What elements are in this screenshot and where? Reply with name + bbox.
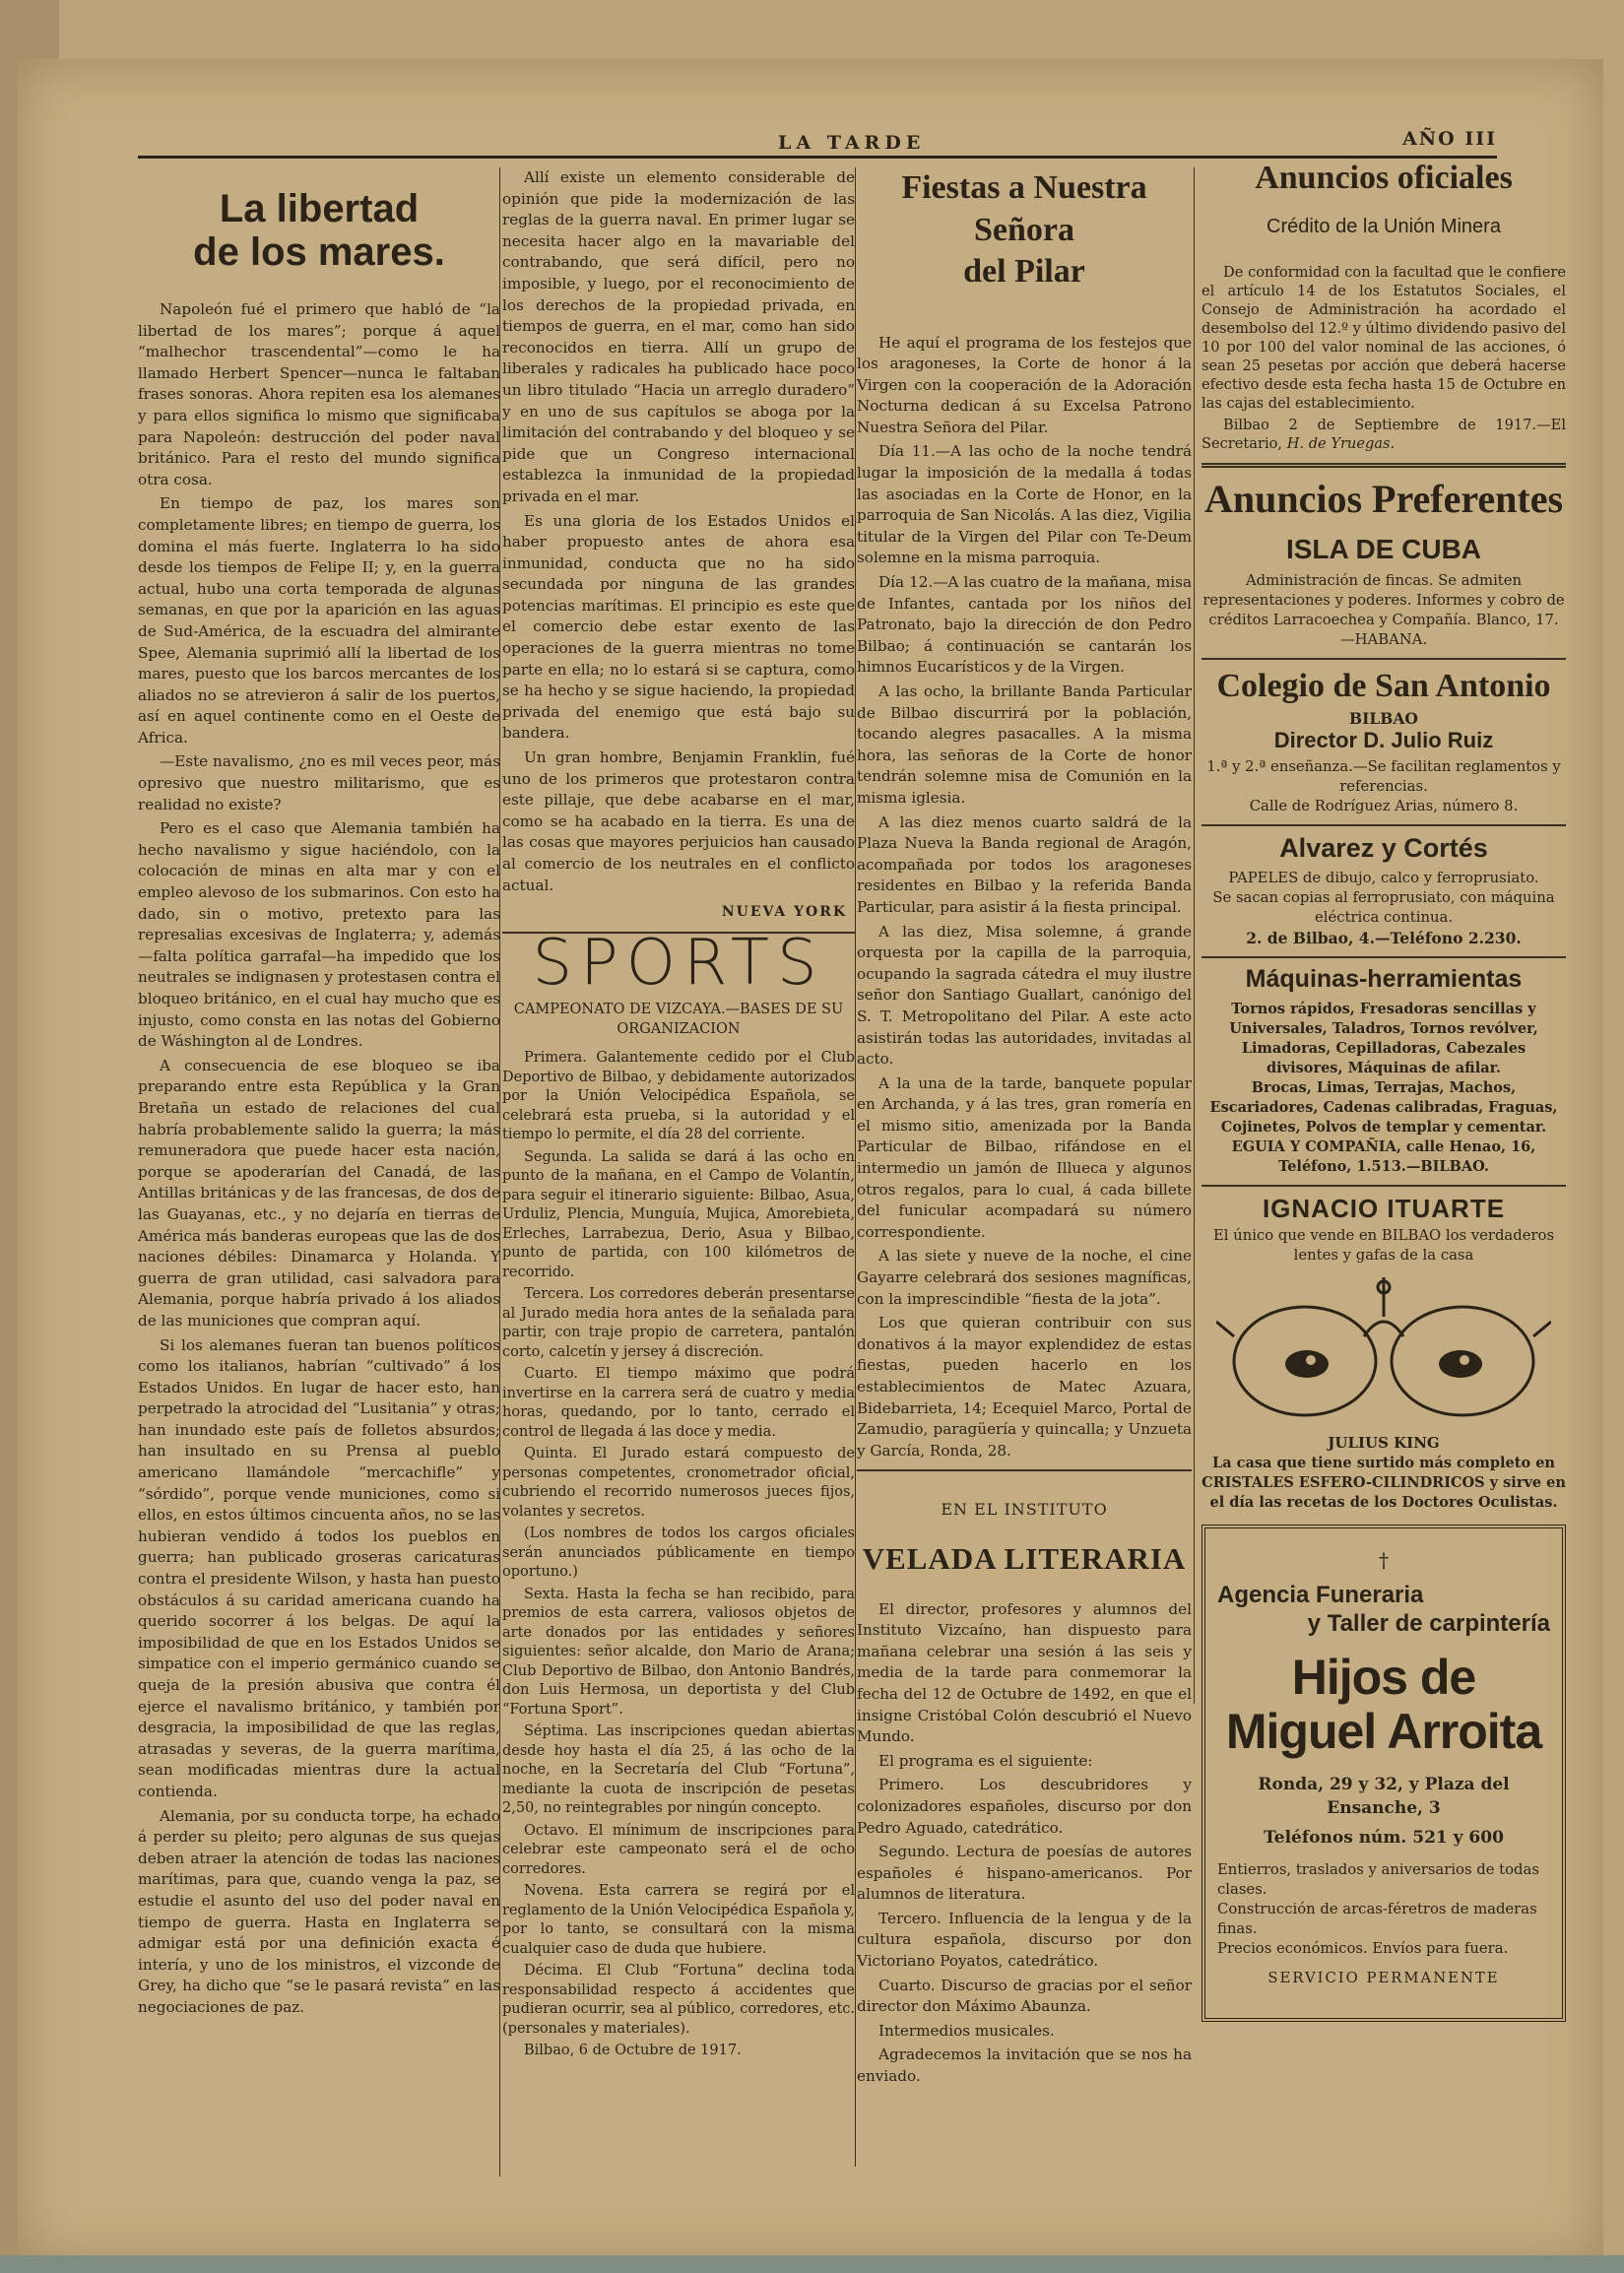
libertad-paragraph: En tiempo de paz, los mares son completamente libres; en tiempo de guerra, los domina el más fuerte. Inglaterra lo ha sido desde los tiempos de Felipe II; y, en la guerra actual, hubo una corta temporada de algunas semanas, en que por la aparición en las aguas de Sud-América, de la escuadra del almirante Spee, Alemania suprimió allí la libertad de los mares, puesto que los barcos mercantes de los aliados no se atrevieron á salir de los puertos, así en aquel continente como en el Oeste de Africa. xyxy=(138,494,500,747)
section-rule xyxy=(1202,824,1566,826)
sports-paragraph: Octavo. El mínimum de inscripciones para celebrar este campeonato será el de ocho corredores. xyxy=(502,1822,855,1877)
maquinas-text: Tornos rápidos, Fresadoras sencillas y Universales, Taladros, Tornos revólver, Limadoras, Cepilladoras, Cabezales divisores, Máquinas de afilar. xyxy=(1229,1000,1538,1076)
maquinas-text: Brocas, Limas, Terrajas, Machos, Escariadores, Cadenas calibradas, Fraguas, Cojinetes, Polvos de templar y cementar. xyxy=(1209,1078,1558,1136)
anuncios-headline: Anuncios oficiales xyxy=(1255,160,1513,196)
colegio-director: Director D. Julio Ruiz xyxy=(1273,728,1494,753)
newspaper-year: AÑO III xyxy=(1402,128,1497,150)
fiestas-paragraph: Día 12.—A las cuatro de la mañana, misa de Infantes, cantada por los niños del Patronato, bajo la dirección de don Pedro Bilbao; á continuación se cantarán los himnos Eucarísticos y de la Virgen. xyxy=(857,573,1192,677)
alvarez-address: 2. de Bilbao, 4.—Teléfono 2.230. xyxy=(1246,929,1522,948)
sports-dateline: Bilbao, 6 de Octubre de 1917. xyxy=(524,2043,742,2059)
column-libertad-cont-sports xyxy=(502,167,855,2064)
page-edge-bottom xyxy=(0,2255,1624,2273)
funeraria-phones: Teléfonos núm. 521 y 600 xyxy=(1264,1827,1504,1848)
newspaper-name: LA TARDE xyxy=(778,132,926,154)
isla-title: ISLA DE CUBA xyxy=(1285,534,1482,565)
funeraria-footer: SERVICIO PERMANENTE xyxy=(1267,1969,1500,1986)
velada-kicker: EN EL INSTITUTO xyxy=(941,1500,1108,1520)
libertad-paragraph: Alemania, por su conducta torpe, ha echado á perder su pleito; pero algunas de sus quejas deben atraer la atención de todas las naciones marítimas, para que, cuando venga la paz, se estudie el asunto del uso del poder naval en tiempo de guerra. Hasta en Inglaterra se admigar está por una definición exacta é intería, y uno de los ministros, el vizconde de Grey, ha dicho que “se le pasará revista” en las negociaciones de paz. xyxy=(138,1806,500,2016)
velada-paragraph: El programa es el siguiente: xyxy=(878,1751,1093,1770)
sports-paragraph: Décima. El Club “Fortuna” declina toda responsabilidad respecto á accidentes que pudieran ocurrir, sea al público, corredores, etc. (personales y materiales). xyxy=(502,1963,855,2037)
sports-paragraph: Tercera. Los corredores deberán presentarse al Jurado media hora antes de la señalada para partir, con traje propio de carretera, pantalón corto, calcetín y jersey á discreción. xyxy=(502,1286,855,1360)
credito-signature xyxy=(1202,416,1566,453)
sports-paragraph: Novena. Esta carrera se regirá por el reglamento de la Unión Velocipédica Española y, por lo tanto, se consultará con la misma cualquier caso de duda que hubiere. xyxy=(502,1883,855,1957)
velada-paragraph: Tercero. Influencia de la lengua y de la cultura española, discurso por don Victoriano Poyatos, catedrático. xyxy=(857,1909,1192,1971)
velada-paragraph: Cuarto. Discurso de gracias por el señor director don Máximo Abaunza. xyxy=(857,1976,1192,2016)
funeraria-address: Ronda, 29 y 32, y Plaza del Ensanche, 3 xyxy=(1258,1774,1510,1818)
libertad-paragraph: Si los alemanes fueran tan buenos políticos como los italianos, habrían “cultivado” á los Estados Unidos. En lugar de hacer esto, han perpetrado la atrocidad del “Lusitania” y otras; han inundado este país de folletos absurdos; han insultado en su Prensa al pueblo americano llamándole “mercachifle” y “sórdido”, porque vende municiones, como si ellos, en estos últimos cincuenta años, no se las hubieran vendido á todos los pueblos en guerra; han publicado groseras caricaturas contra el presidente Wilson, y hasta han puesto obstáculos á su caridad americana cuando ha querido socorrer á los belgas. De aquí la imposibilidad de que en los Estados Unidos se simpatice con el imperio germánico cuando se queja de la presión abusiva que contra él ejerce el navalismo británico, y también por desgracia, la imposibilidad de que las reglas, atrasadas y severas, de la guerra marítima, sean modificadas mientras dure la actual contienda. xyxy=(138,1335,500,1800)
fiestas-paragraph: Los que quieran contribuir con sus donativos á la mayor explendidez de estas fiestas, pueden hacerlo en los establecimientos de Matec Azuara, Bidebarrieta, 14; Ecequiel Marco, Portal de Zamudio, paragüería y quincalla; y Unzueta y García, Ronda, 28. xyxy=(857,1314,1192,1460)
credito-signature-name: H. de Yruegas. xyxy=(1286,435,1396,453)
credito-subtitle: Crédito de la Unión Minera xyxy=(1267,215,1501,237)
fiestas-paragraph: A las ocho, la brillante Banda Particular de Bilbao discurrirá por la población, tocando alegres pasacalles. A la misma hora, las señoras de la Corte de honor tendrán solemne misa de Comunión en la misma iglesia. xyxy=(857,682,1192,807)
fiestas-headline-line2: del Pilar xyxy=(963,253,1085,290)
velada-paragraph: Primero. Los descubridores y colonizadores españoles, discurso por don Pedro Aguado, catedrático. xyxy=(857,1776,1192,1837)
funeraria-agencia: Agencia Funeraria xyxy=(1217,1581,1424,1608)
libertad-cont-paragraph: Es una gloria de los Estados Unidos el haber propuesto antes de ahora esa inmunidad, conducta que no ha sido secundada por ninguna de las grandes potencias marítimas. El principio es este que el comercio debe estar exento de las operaciones de la guerra mientras no tome parte en ella; no lo estará si se captura, como se ha hecho y se sigue haciendo, la propiedad privada del enemigo que está bajo su bandera. xyxy=(502,511,855,743)
ituarte-text: El único que vende en BILBAO los verdaderos lentes y gafas de la casa xyxy=(1212,1227,1555,1265)
libertad-headline xyxy=(138,187,500,274)
sports-paragraph: Cuarto. El tiempo máximo que podrá invertirse en la carrera será de cuatro y media horas, quedando, por lo tanto, cerrado el control de llegada á las doce y media. xyxy=(502,1366,855,1440)
cross-icon: † xyxy=(1379,1548,1389,1573)
column-divider xyxy=(1194,167,1195,1704)
velada-paragraph: Segundo. Lectura de poesías de autores españoles é hispano-americanos. Por alumnos de literatura. xyxy=(857,1843,1192,1904)
funeraria-text: Entierros, traslados y aniversarios de todas clases. xyxy=(1217,1860,1539,1898)
masthead-rule xyxy=(138,156,1497,159)
velada-paragraph: Intermedios musicales. xyxy=(878,2021,1055,2040)
velada-paragraph: El director, profesores y alumnos del Instituto Vizcaíno, han dispuesto para mañana celebrar una sesión á las seis y media de la tarde para conmemorar la fecha del 12 de Octubre de 1492, en que el insigne Cristóbal Colón descubrió el Nuevo Mundo. xyxy=(857,1599,1192,1746)
fiestas-headline xyxy=(857,167,1192,293)
libertad-paragraph: A consecuencia de ese bloqueo se iba preparando entre esta República y la Gran Bretaña un estado de relaciones del cual habría probablemente salido la guerra; la más remuneradora que puede hacer esta nación, porque se apoderarían del Canadá, de las Antillas británicas y de las francesas, de dos de las Guayanas, etc., y no dejaría en tierras de América más banderas europeas que las de dos naciones débiles: Dinamarca y Holanda. Y guerra de gran utilidad, casi salvadora para Alemania, porque habría privado á los aliados de las municiones que compran aquí. xyxy=(138,1056,500,1330)
alvarez-text: PAPELES de dibujo, calco y ferroprusiato. xyxy=(1228,870,1539,887)
libertad-cont-paragraph: Allí existe un elemento considerable de opinión que pide la modernización de las reglas de la guerra naval. En primer lugar se necesita hacer algo en la mavariable del contrabando, que será difícil, pero no imposible, y luego, por el reconocimiento de los derechos de la propiedad privada, en tiempos de guerra, en el mar, como han sido reconocidos en tierra. Allí un grupo de liberales y radicales ha publicado hace poco un libro titulado “Hacia un arreglo duradero” y en uno de sus capítulos se aboga por la limitación del contrabando y del bloqueo y se pide que un Congreso internacional establezca la inmunidad de la propiedad privada en el mar. xyxy=(502,168,855,505)
sports-paragraph: (Los nombres de todos los cargos oficiales serán anunciados públicamente en tiempo oportuno.) xyxy=(502,1526,855,1581)
libertad-cont-paragraph: Un gran hombre, Benjamin Franklin, fué uno de los primeros que protestaron contra este pillaje, que debe acabarse en el mar, como se ha acabado en la tierra. Es una de las cosas que mayores perjuicios han causado al comercio de los neutrales en el conflicto actual. xyxy=(502,748,855,894)
credito-body: De conformidad con la facultad que le confiere el artículo 14 de los Estatutos Sociales, el Consejo de Administración ha acordado el desembolso del 12.º y último dividendo pasivo del 10 por 100 del valor nominal de las acciones, ó sean 25 pesetas por acción que deberá hacerse efectivo desde esta fecha hasta 15 de Octubre en las cajas del establecimiento. xyxy=(1202,264,1566,413)
funeraria-name: Hijos de Miguel Arroita xyxy=(1225,1649,1542,1759)
sports-paragraph: Sexta. Hasta la fecha se han recibido, para premios de esta carrera, valiosos objetos de arte donados por las entidades y señores siguientes: señor alcalde, don Mario de Arana; Club Deportivo de Bilbao, don Antonio Bandrés, don Luis Hermosa, un deportista y del Club “Fortuna Sport”. xyxy=(502,1586,855,1718)
libertad-headline-line1: La libertad xyxy=(219,187,420,230)
sports-paragraph: Séptima. Las inscripciones quedan abiertas desde hoy hasta el día 25, á las ocho de la noche, en la Secretaría del Club “Fortuna”, mediante la cuota de inscripción de pesetas 2,50, no reintegrables por ningún concepto. xyxy=(502,1723,855,1817)
sports-subtitle: CAMPEONATO DE VIZCAYA.—BASES DE SU ORGANIZACION xyxy=(513,1002,844,1038)
credito-signature-place: Bilbao 2 de Septiembre de 1917.—El Secretario, xyxy=(1202,417,1566,453)
preferentes-headline: Anuncios Preferentes xyxy=(1203,477,1564,522)
libertad-paragraph: Pero es el caso que Alemania también ha hecho navalismo y sigue haciéndolo, con la colocación de minas en alta mar y con el empleo alevoso de los submarinos. Con esto ha dado, sin o motivo, pretexto para las represalias excesivas de Inglaterra; y, además—falta política garrafal—ha impedido que los neutrales se indignasen y protestasen contra el bloqueo británico, en el cual hay mucho que es injusto, como consta en las notas del Gobierno de Wáshington al de Londres. xyxy=(138,819,500,1051)
fiestas-paragraph: A las siete y nueve de la noche, el cine Gayarre celebrará dos sesiones magníficas, con la imprescindible “fiesta de la jota”. xyxy=(857,1247,1192,1308)
colegio-text: 1.ª y 2.ª enseñanza.—Se facilitan reglamentos y referencias. xyxy=(1206,757,1561,795)
funeraria-taller: y Taller de carpintería xyxy=(1307,1609,1550,1637)
alvarez-text: Se sacan copias al ferroprusiato, con máquina eléctrica continua. xyxy=(1212,889,1555,927)
libertad-signoff: NUEVA YORK xyxy=(721,904,847,921)
sports-paragraph: Primera. Galantemente cedido por el Club Deportivo de Bilbao, y debidamente autorizados por la Unión Velocipédica Española, se celebrará esta prueba, si la autoridad y el tiempo lo permite, el día 28 del corriente. xyxy=(502,1050,855,1143)
isla-text: Administración de fincas. Se admiten representaciones y poderes. Informes y cobro de créditos Larracoechea y Compañía. Blanco, 17.—HABANA. xyxy=(1202,571,1565,648)
fiestas-paragraph: He aquí el programa de los festejos que los aragoneses, la Corte de honor á la Virgen con la cooperación de la Adoración Nocturna dedican á su Excelsa Patrono Nuestra Señora del Pilar. xyxy=(857,333,1192,436)
fiestas-paragraph: A la una de la tarde, banquete popular en Archanda, y á las tres, gran romería en el mismo sitio, amenizada por la Banda Particular de Bilbao, rifándose en el intermedio un jamón de Illueca y algunos otros regalos, para lo cual, á cada billete del funicular acompadará su número correspondiente. xyxy=(857,1073,1192,1241)
funeraria-text: Precios económicos. Envíos para fuera. xyxy=(1217,1939,1509,1957)
maquinas-address: EGUIA Y COMPAÑIA, calle Henao, 16, Teléfono, 1.513.—BILBAO. xyxy=(1231,1137,1536,1175)
section-rule xyxy=(1202,463,1566,468)
colegio-title: Colegio de San Antonio xyxy=(1216,667,1551,704)
sports-paragraph: Segunda. La salida se dará á las ocho en punto de la mañana, en el Campo de Volantín, para seguir el itinerario siguiente: Bilbao, Asua, Urduliz, Plencia, Munguía, Mujica, Amorebieta, Erleches, Larrabezua, Derio, Asua y Bilbao, punto de partida, con 100 kilómetros de recorrido. xyxy=(502,1148,855,1280)
funeraria-ad-box xyxy=(1202,1525,1566,2022)
ituarte-text: La casa que tiene surtido más completo en CRISTALES ESFERO-CILINDRICOS y sirve en el día las recetas de los Doctores Oculistas. xyxy=(1202,1455,1566,1512)
funeraria-text: Construcción de arcas-féretros de maderas finas. xyxy=(1217,1900,1537,1937)
velada-headline: VELADA LITERARIA xyxy=(862,1540,1187,1576)
section-rule xyxy=(1202,956,1566,958)
fiestas-paragraph: A las diez, Misa solemne, á grande orquesta por la capilla de la parroquia, ocupando la sagrada cátedra el muy ilustre señor don Santiago Guallart, canónigo del S. T. Metropolitano del Pilar. A este acto asistirán todas las autoridades, invitadas al acto. xyxy=(857,922,1192,1069)
sports-paragraph: Quinta. El Jurado estará compuesto de personas competentes, cronometrador oficial, cubriendo el recorrido numerosos jueces fijos, volantes y secretos. xyxy=(502,1446,855,1520)
alvarez-title: Alvarez y Cortés xyxy=(1279,832,1488,863)
column-libertad xyxy=(138,167,500,2022)
fiestas-paragraph: A las diez menos cuarto saldrá de la Plaza Nueva la Banda regional de Aragón, acompañada por todos los aragoneses residentes en Bilbao y la referida Banda Particular, para asistir á la fiesta principal. xyxy=(857,812,1192,916)
sports-headline: SPORTS xyxy=(532,926,825,1000)
colegio-address: Calle de Rodríguez Arias, número 8. xyxy=(1249,797,1519,814)
libertad-headline-line2: de los mares. xyxy=(193,230,445,274)
column-anuncios xyxy=(1202,160,1566,2022)
libertad-paragraph: Napoleón fué el primero que habló de “la libertad de los mares”; porque á aquel “malhechor trascendental”—como le ha llamado Herbert Spencer—nunca le faltaban frases sonoras. Ahora repiten esa los alemanes y para ellos significa lo mismo que significaba para Napoleón: destrucción del poder naval británico. Para el resto del mundo significa otra cosa. xyxy=(138,300,500,488)
fiestas-headline-line1: Fiestas a Nuestra Señora xyxy=(901,169,1147,248)
column-fiestas-velada xyxy=(857,167,1192,2091)
column-divider xyxy=(855,167,856,2167)
colegio-city: BILBAO xyxy=(1349,709,1418,729)
velada-paragraph: Agradecemos la invitación que se nos ha enviado. xyxy=(857,2046,1192,2086)
section-rule xyxy=(857,1469,1192,1471)
section-rule xyxy=(1202,1185,1566,1187)
libertad-paragraph: —Este navalismo, ¿no es mil veces peor, más opresivo que nuestro militarismo, que es realidad no existe? xyxy=(138,752,500,813)
julius-king-brand: JULIUS KING xyxy=(1328,1434,1440,1453)
masthead xyxy=(138,128,1497,158)
fiestas-paragraph: Día 11.—A las ocho de la noche tendrá lugar la imposición de la medalla á todas las asociadas en la Corte de Honor, en la parroquia de San Nicolás. A las diez, Vigilia titular de la Virgen del Pilar con Te-Deum solemne en la misma parroquia. xyxy=(857,442,1192,567)
maquinas-title: Máquinas-herramientas xyxy=(1245,965,1523,994)
ituarte-title: IGNACIO ITUARTE xyxy=(1262,1193,1506,1223)
eyeglasses-illustration xyxy=(1216,1277,1551,1425)
section-rule xyxy=(1202,658,1566,660)
